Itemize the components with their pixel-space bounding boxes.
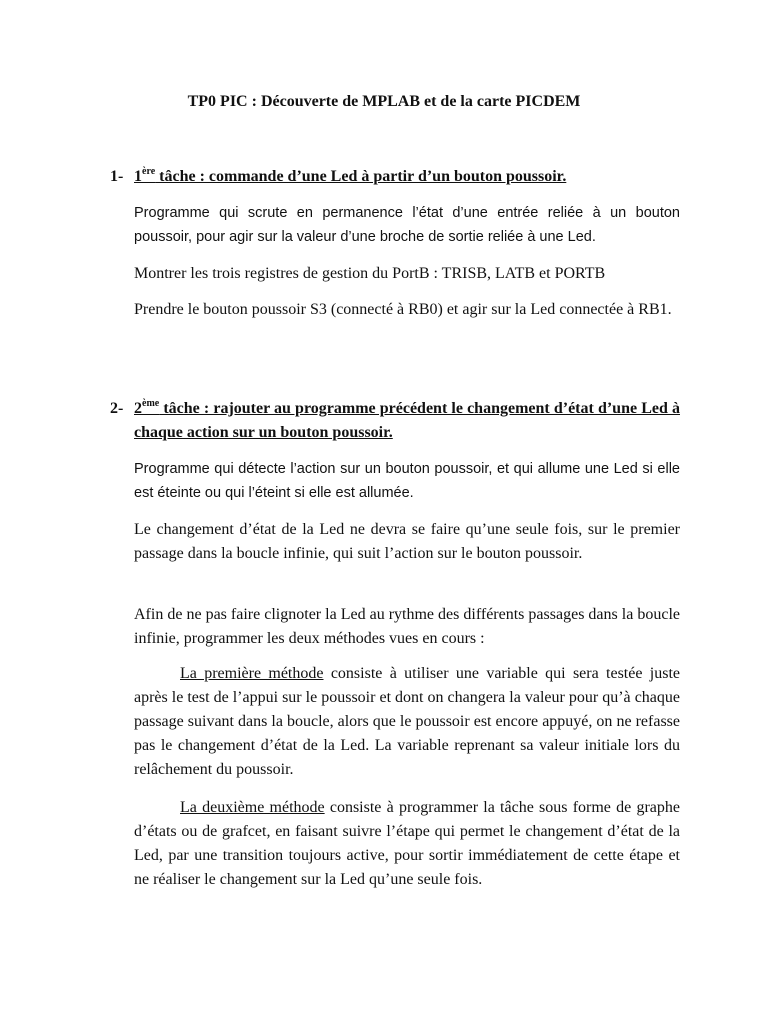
section-1-heading bbox=[110, 165, 680, 189]
section-2-number: 2- bbox=[110, 400, 124, 417]
method-2-paragraph bbox=[134, 796, 680, 892]
section-1-paragraph-1: Programme qui scrute en permanence l’état d’une entrée reliée à un bouton poussoir, pour agir sur la valeur d’une broche de sortie reliée à une Led. bbox=[134, 205, 680, 245]
method-2-text: consiste à programmer la tâche sous forme de graphe d’états ou de grafcet, en faisant suivre l’étape qui permet le changement d’état de la Led, par une transition toujours active, pour sortir immédiatement de cette étape et ne réaliser le changement sur la Led qu’une seule fois. bbox=[134, 799, 680, 888]
section-1-paragraph-2: Montrer les trois registres de gestion du PortB : TRISB, LATB et PORTB bbox=[134, 265, 606, 282]
section-1-title bbox=[134, 165, 680, 189]
section-2-ordinal: 2 bbox=[134, 400, 142, 417]
method-1-text: consiste à utiliser une variable qui sera testée juste après le test de l’appui sur le poussoir et dont on changera la valeur pour qu’à chaque passage suivant dans la boucle, alors que le poussoir est encore appuyé, on ne refasse pas le changement d’état de la Led. La variable reprenant sa valeur initiale lors du relâchement du poussoir. bbox=[134, 665, 680, 778]
section-2-paragraph-2: Le changement d’état de la Led ne devra se faire qu’une seule fois, sur le premier passage dans la boucle infinie, qui suit l’action sur le bouton poussoir. bbox=[134, 521, 680, 562]
section-1-ordinal-sup: ère bbox=[142, 165, 156, 177]
section-2-title-text: tâche : rajouter au programme précédent le changement d’état d’une Led à chaque action sur un bouton poussoir. bbox=[134, 400, 680, 441]
method-1-paragraph bbox=[134, 662, 680, 782]
section-1-title-text: tâche : commande d’une Led à partir d’un bouton poussoir. bbox=[155, 168, 567, 185]
section-1-number: 1- bbox=[110, 168, 124, 185]
method-1-label: La première méthode bbox=[180, 665, 324, 682]
section-2-heading bbox=[110, 397, 680, 445]
section-1-ordinal: 1 bbox=[134, 168, 142, 185]
method-2-label: La deuxième méthode bbox=[180, 799, 325, 816]
section-2-title bbox=[134, 397, 680, 445]
section-2-paragraph-1: Programme qui détecte l’action sur un bouton poussoir, et qui allume une Led si elle est éteinte ou qui l’éteint si elle est allumée. bbox=[134, 461, 680, 501]
document-title: TP0 PIC : Découverte de MPLAB et de la carte PICDEM bbox=[187, 93, 581, 110]
section-2-paragraph-3: Afin de ne pas faire clignoter la Led au rythme des différents passages dans la boucle infinie, programmer les deux méthodes vues en cours : bbox=[134, 606, 680, 647]
section-1-paragraph-3: Prendre le bouton poussoir S3 (connecté à RB0) et agir sur la Led connectée à RB1. bbox=[134, 301, 672, 318]
section-2-ordinal-sup: ème bbox=[142, 397, 160, 409]
